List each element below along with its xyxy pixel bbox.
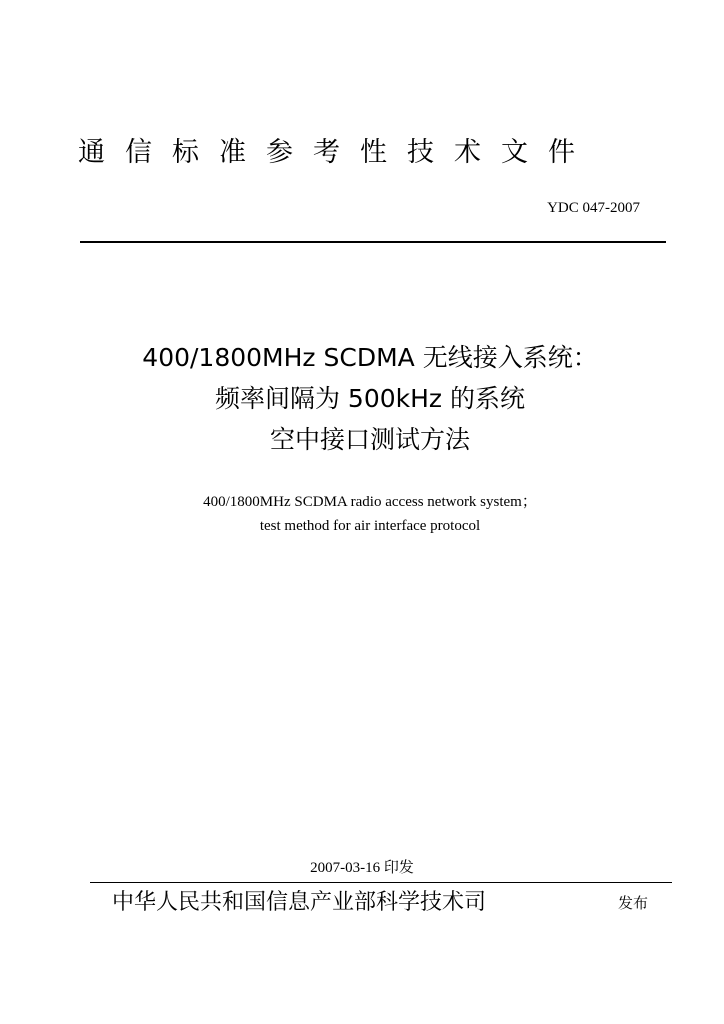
publisher-name: 中华人民共和国信息产业部科学技术司 <box>112 890 487 915</box>
english-title <box>60 490 680 538</box>
english-title-line-1: 400/1800MHz SCDMA radio access network system； <box>203 494 537 510</box>
document-category-title: 通信标准参考性技术文件 <box>78 137 595 168</box>
title-line-1: 400/1800MHz SCDMA 无线接入系统： <box>142 343 598 372</box>
footer-divider <box>90 882 672 883</box>
header-divider <box>80 241 666 243</box>
chinese-title <box>60 337 680 460</box>
english-title-line-2: test method for air interface protocol <box>259 518 481 534</box>
title-line-3: 空中接口测试方法 <box>269 425 470 454</box>
document-number: YDC 047-2007 <box>547 200 640 216</box>
issue-date: 2007-03-16 印发 <box>310 860 414 876</box>
publish-label: 发布 <box>618 894 649 912</box>
title-line-2: 频率间隔为 500kHz 的系统 <box>214 384 525 413</box>
